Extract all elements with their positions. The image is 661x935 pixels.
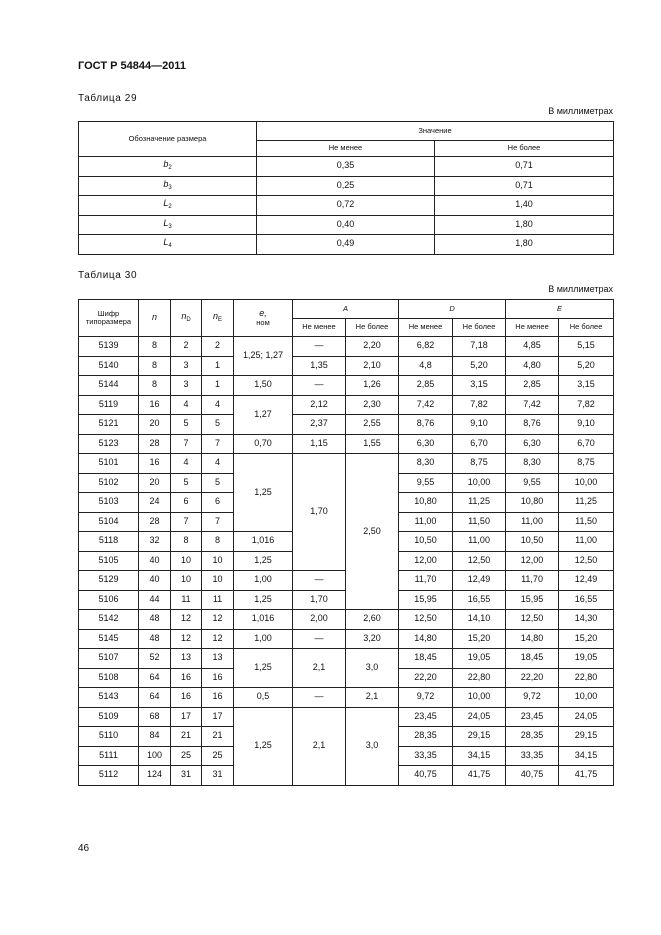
cell-D-min: 4,8 xyxy=(399,356,453,376)
cell-E-max: 14,30 xyxy=(559,610,614,630)
cell-code: 5101 xyxy=(79,454,139,474)
cell-D-min: 11,70 xyxy=(399,571,453,591)
cell-E-min: 8,30 xyxy=(506,454,559,474)
table-row xyxy=(79,454,614,474)
cell-D-max: 7,82 xyxy=(453,395,506,415)
cell-n: 48 xyxy=(139,629,171,649)
cell-D-min: 8,30 xyxy=(399,454,453,474)
cell-E-min: 18,45 xyxy=(506,649,559,669)
cell-min: 0,25 xyxy=(257,176,435,196)
cell-ne: 10 xyxy=(202,571,234,591)
cell-E-min: 8,76 xyxy=(506,415,559,435)
cell-nd: 8 xyxy=(171,532,202,552)
cell-ne: 5 xyxy=(202,473,234,493)
cell-E-max: 16,55 xyxy=(559,590,614,610)
cell-E-max: 41,75 xyxy=(559,766,614,786)
size-subscript: 4 xyxy=(168,243,172,250)
cell-code: 5112 xyxy=(79,766,139,786)
cell-nd: 2 xyxy=(171,337,202,357)
cell-E-max: 8,75 xyxy=(559,454,614,474)
cell-ne: 4 xyxy=(202,454,234,474)
cell-n: 8 xyxy=(139,337,171,357)
cell-A-max: 2,55 xyxy=(346,415,399,435)
cell-min: 0,40 xyxy=(257,215,435,235)
cell-n: 20 xyxy=(139,415,171,435)
size-symbol: b xyxy=(163,178,169,189)
cell-D-min: 23,45 xyxy=(399,707,453,727)
cell-E-max: 10,00 xyxy=(559,688,614,708)
header-E-min: Не менее xyxy=(506,319,559,337)
cell-D-min: 33,35 xyxy=(399,746,453,766)
table-row xyxy=(79,376,614,396)
cell-nd: 4 xyxy=(171,395,202,415)
cell-n: 24 xyxy=(139,493,171,513)
size-subscript: 2 xyxy=(168,204,172,211)
page-number: 46 xyxy=(78,843,90,854)
cell-E-max: 11,00 xyxy=(559,532,614,552)
table-row xyxy=(79,610,614,630)
cell-nd: 7 xyxy=(171,512,202,532)
cell-E-max: 3,15 xyxy=(559,376,614,396)
cell-E-max: 11,50 xyxy=(559,512,614,532)
cell-E-max: 5,15 xyxy=(559,337,614,357)
cell-n: 40 xyxy=(139,571,171,591)
cell-D-min: 2,85 xyxy=(399,376,453,396)
cell-e: 1,016 xyxy=(234,532,293,552)
cell-nd: 21 xyxy=(171,727,202,747)
cell-E-min: 14,80 xyxy=(506,629,559,649)
table-row xyxy=(79,356,614,376)
table-row xyxy=(79,649,614,669)
cell-A-min: — xyxy=(293,688,346,708)
cell-E-min: 2,85 xyxy=(506,376,559,396)
cell-E-min: 10,80 xyxy=(506,493,559,513)
cell-nd: 10 xyxy=(171,571,202,591)
size-symbol: L xyxy=(163,198,169,209)
table-row xyxy=(79,434,614,454)
cell-n: 28 xyxy=(139,512,171,532)
cell-nd: 25 xyxy=(171,746,202,766)
cell-E-max: 11,25 xyxy=(559,493,614,513)
cell-E-min: 33,35 xyxy=(506,746,559,766)
cell-code: 5118 xyxy=(79,532,139,552)
cell-D-max: 10,00 xyxy=(453,688,506,708)
cell-D-min: 7,42 xyxy=(399,395,453,415)
cell-nd: 10 xyxy=(171,551,202,571)
cell-e: 0,70 xyxy=(234,434,293,454)
table-29 xyxy=(78,121,614,255)
cell-nd: 17 xyxy=(171,707,202,727)
table-row xyxy=(79,395,614,415)
cell-E-max: 12,49 xyxy=(559,571,614,591)
size-symbol: b xyxy=(163,159,169,170)
header-D-min: Не менее xyxy=(399,319,453,337)
cell-E-max: 22,80 xyxy=(559,668,614,688)
cell-code: 5111 xyxy=(79,746,139,766)
cell-D-min: 10,50 xyxy=(399,532,453,552)
cell-nd: 16 xyxy=(171,668,202,688)
cell-n: 8 xyxy=(139,376,171,396)
cell-nd: 12 xyxy=(171,610,202,630)
cell-ne: 16 xyxy=(202,688,234,708)
cell-D-min: 15,95 xyxy=(399,590,453,610)
cell-n: 64 xyxy=(139,668,171,688)
cell-code: 5140 xyxy=(79,356,139,376)
header-code: Шифр типоразмера xyxy=(79,300,139,337)
header-E-max: Не более xyxy=(559,319,614,337)
table-29-caption: Таблица 29 xyxy=(78,93,138,104)
cell-n: 64 xyxy=(139,688,171,708)
cell-ne: 7 xyxy=(202,512,234,532)
size-symbol: L xyxy=(163,217,169,228)
cell-D-min: 28,35 xyxy=(399,727,453,747)
table-row xyxy=(79,415,614,435)
cell-code: 5110 xyxy=(79,727,139,747)
cell-E-max: 7,82 xyxy=(559,395,614,415)
cell-e: 1,25 xyxy=(234,551,293,571)
cell-code: 5107 xyxy=(79,649,139,669)
cell-e: 1,25 xyxy=(234,590,293,610)
cell-code: 5129 xyxy=(79,571,139,591)
header-e-nom: ном xyxy=(256,317,270,327)
cell-E-min: 11,70 xyxy=(506,571,559,591)
cell-E-min: 40,75 xyxy=(506,766,559,786)
size-subscript: 3 xyxy=(168,184,172,191)
cell-E-min: 7,42 xyxy=(506,395,559,415)
cell-D-max: 9,10 xyxy=(453,415,506,435)
cell-code: 5139 xyxy=(79,337,139,357)
cell-E-max: 15,20 xyxy=(559,629,614,649)
cell-ne: 11 xyxy=(202,590,234,610)
cell-D-max: 3,15 xyxy=(453,376,506,396)
cell-ne: 1 xyxy=(202,356,234,376)
cell-min: 0,72 xyxy=(257,196,435,216)
cell-D-max: 11,25 xyxy=(453,493,506,513)
cell-D-max: 16,55 xyxy=(453,590,506,610)
cell-code: 5143 xyxy=(79,688,139,708)
cell-E-max: 5,20 xyxy=(559,356,614,376)
cell-nd: 7 xyxy=(171,434,202,454)
cell-E-min: 10,50 xyxy=(506,532,559,552)
cell-n: 16 xyxy=(139,454,171,474)
cell-D-max: 6,70 xyxy=(453,434,506,454)
cell-ne: 13 xyxy=(202,649,234,669)
cell-E-min: 6,30 xyxy=(506,434,559,454)
cell-E-min: 23,45 xyxy=(506,707,559,727)
cell-D-min: 8,76 xyxy=(399,415,453,435)
cell-D-min: 6,82 xyxy=(399,337,453,357)
cell-D-min: 12,50 xyxy=(399,610,453,630)
cell-ne: 16 xyxy=(202,668,234,688)
cell-code: 5145 xyxy=(79,629,139,649)
cell-A-min: — xyxy=(293,571,346,591)
cell-A-min: 2,00 xyxy=(293,610,346,630)
cell-ne: 2 xyxy=(202,337,234,357)
cell-n: 28 xyxy=(139,434,171,454)
cell-e: 1,27 xyxy=(234,395,293,434)
cell-A-max: 2,30 xyxy=(346,395,399,415)
cell-E-min: 9,55 xyxy=(506,473,559,493)
cell-E-min: 9,72 xyxy=(506,688,559,708)
cell-E-min: 11,00 xyxy=(506,512,559,532)
table-row xyxy=(79,235,614,255)
cell-n: 68 xyxy=(139,707,171,727)
table-29-units: В миллиметрах xyxy=(548,106,613,116)
cell-n: 84 xyxy=(139,727,171,747)
cell-ne: 21 xyxy=(202,727,234,747)
cell-D-min: 6,30 xyxy=(399,434,453,454)
cell-e: 1,25 xyxy=(234,454,293,532)
cell-A-max: 2,1 xyxy=(346,688,399,708)
cell-ne: 31 xyxy=(202,766,234,786)
header-size-designation: Обозначение размера xyxy=(79,122,257,157)
cell-A-min: — xyxy=(293,337,346,357)
cell-code: 5106 xyxy=(79,590,139,610)
cell-D-min: 9,72 xyxy=(399,688,453,708)
cell-E-max: 9,10 xyxy=(559,415,614,435)
cell-A-max: 3,20 xyxy=(346,629,399,649)
cell-n: 16 xyxy=(139,395,171,415)
cell-max: 1,80 xyxy=(435,215,614,235)
header-ne-sub: E xyxy=(218,317,223,324)
cell-A-max: 2,60 xyxy=(346,610,399,630)
cell-E-min: 12,00 xyxy=(506,551,559,571)
cell-D-max: 29,15 xyxy=(453,727,506,747)
cell-E-max: 34,15 xyxy=(559,746,614,766)
cell-D-min: 10,80 xyxy=(399,493,453,513)
header-E: E xyxy=(506,300,614,319)
size-subscript: 2 xyxy=(168,165,172,172)
header-n: n xyxy=(151,312,157,323)
header-D-max: Не более xyxy=(453,319,506,337)
cell-code: 5103 xyxy=(79,493,139,513)
table-row xyxy=(79,196,614,216)
cell-nd: 3 xyxy=(171,376,202,396)
cell-ne: 25 xyxy=(202,746,234,766)
table-row xyxy=(79,215,614,235)
cell-min: 0,49 xyxy=(257,235,435,255)
cell-D-min: 12,00 xyxy=(399,551,453,571)
cell-nd: 5 xyxy=(171,415,202,435)
cell-nd: 6 xyxy=(171,493,202,513)
cell-A-max: 3,0 xyxy=(346,649,399,688)
cell-D-min: 9,55 xyxy=(399,473,453,493)
table-30 xyxy=(78,299,614,786)
cell-D-max: 24,05 xyxy=(453,707,506,727)
cell-n: 40 xyxy=(139,551,171,571)
cell-D-max: 14,10 xyxy=(453,610,506,630)
cell-n: 8 xyxy=(139,356,171,376)
header-A-min: Не менее xyxy=(293,319,346,337)
cell-D-max: 12,49 xyxy=(453,571,506,591)
cell-code: 5105 xyxy=(79,551,139,571)
cell-n: 52 xyxy=(139,649,171,669)
cell-e: 1,25; 1,27 xyxy=(234,337,293,376)
cell-D-max: 41,75 xyxy=(453,766,506,786)
cell-ne: 1 xyxy=(202,376,234,396)
cell-A-min: 2,1 xyxy=(293,707,346,785)
cell-code: 5121 xyxy=(79,415,139,435)
cell-A-min: 1,35 xyxy=(293,356,346,376)
cell-e: 1,00 xyxy=(234,629,293,649)
cell-code: 5108 xyxy=(79,668,139,688)
cell-code: 5102 xyxy=(79,473,139,493)
cell-e: 0,5 xyxy=(234,688,293,708)
cell-D-max: 12,50 xyxy=(453,551,506,571)
cell-code: 5119 xyxy=(79,395,139,415)
cell-E-max: 29,15 xyxy=(559,727,614,747)
cell-A-min: 1,70 xyxy=(293,590,346,610)
cell-A-min: — xyxy=(293,629,346,649)
cell-D-max: 19,05 xyxy=(453,649,506,669)
cell-min: 0,35 xyxy=(257,157,435,177)
cell-ne: 5 xyxy=(202,415,234,435)
cell-max: 0,71 xyxy=(435,176,614,196)
cell-nd: 13 xyxy=(171,649,202,669)
table-row xyxy=(79,629,614,649)
table-row xyxy=(79,707,614,727)
cell-E-min: 15,95 xyxy=(506,590,559,610)
header-D: D xyxy=(399,300,506,319)
cell-max: 1,80 xyxy=(435,235,614,255)
cell-n: 48 xyxy=(139,610,171,630)
header-nd: n xyxy=(181,311,187,322)
table-row xyxy=(79,157,614,177)
cell-E-max: 19,05 xyxy=(559,649,614,669)
cell-nd: 4 xyxy=(171,454,202,474)
cell-A-min: 1,15 xyxy=(293,434,346,454)
cell-E-min: 22,20 xyxy=(506,668,559,688)
header-e: e, xyxy=(259,307,267,318)
cell-ne: 12 xyxy=(202,629,234,649)
cell-nd: 16 xyxy=(171,688,202,708)
cell-E-min: 4,80 xyxy=(506,356,559,376)
cell-E-max: 12,50 xyxy=(559,551,614,571)
cell-D-min: 40,75 xyxy=(399,766,453,786)
cell-nd: 12 xyxy=(171,629,202,649)
cell-D-max: 34,15 xyxy=(453,746,506,766)
cell-A-min: 2,1 xyxy=(293,649,346,688)
cell-D-max: 15,20 xyxy=(453,629,506,649)
cell-nd: 11 xyxy=(171,590,202,610)
document-header: ГОСТ Р 54844—2011 xyxy=(78,60,186,72)
cell-ne: 17 xyxy=(202,707,234,727)
cell-ne: 6 xyxy=(202,493,234,513)
cell-code: 5104 xyxy=(79,512,139,532)
cell-A-max: 1,55 xyxy=(346,434,399,454)
cell-A-min: 1,70 xyxy=(293,454,346,571)
table-row xyxy=(79,176,614,196)
cell-e: 1,25 xyxy=(234,707,293,785)
table-row xyxy=(79,337,614,357)
cell-ne: 10 xyxy=(202,551,234,571)
cell-A-max: 2,20 xyxy=(346,337,399,357)
cell-max: 0,71 xyxy=(435,157,614,177)
header-A: A xyxy=(293,300,399,319)
cell-E-min: 4,85 xyxy=(506,337,559,357)
cell-nd: 3 xyxy=(171,356,202,376)
cell-nd: 31 xyxy=(171,766,202,786)
cell-max: 1,40 xyxy=(435,196,614,216)
size-subscript: 3 xyxy=(168,223,172,230)
header-min: Не менее xyxy=(257,141,435,157)
cell-n: 100 xyxy=(139,746,171,766)
cell-D-max: 11,00 xyxy=(453,532,506,552)
cell-e: 1,50 xyxy=(234,376,293,396)
table-30-units: В миллиметрах xyxy=(548,284,613,294)
cell-nd: 5 xyxy=(171,473,202,493)
cell-D-min: 11,00 xyxy=(399,512,453,532)
cell-ne: 7 xyxy=(202,434,234,454)
cell-code: 5142 xyxy=(79,610,139,630)
cell-n: 20 xyxy=(139,473,171,493)
cell-n: 124 xyxy=(139,766,171,786)
cell-e: 1,016 xyxy=(234,610,293,630)
cell-D-min: 18,45 xyxy=(399,649,453,669)
cell-code: 5123 xyxy=(79,434,139,454)
cell-A-min: 2,37 xyxy=(293,415,346,435)
cell-n: 44 xyxy=(139,590,171,610)
cell-D-max: 22,80 xyxy=(453,668,506,688)
table-row xyxy=(79,688,614,708)
cell-A-max: 1,26 xyxy=(346,376,399,396)
cell-D-max: 8,75 xyxy=(453,454,506,474)
cell-ne: 12 xyxy=(202,610,234,630)
cell-e: 1,00 xyxy=(234,571,293,591)
header-value: Значение xyxy=(257,122,614,141)
header-nd-sub: D xyxy=(186,317,191,324)
cell-D-max: 5,20 xyxy=(453,356,506,376)
cell-D-max: 7,18 xyxy=(453,337,506,357)
header-A-max: Не более xyxy=(346,319,399,337)
cell-ne: 8 xyxy=(202,532,234,552)
cell-A-min: — xyxy=(293,376,346,396)
cell-E-max: 6,70 xyxy=(559,434,614,454)
cell-D-max: 11,50 xyxy=(453,512,506,532)
cell-E-max: 10,00 xyxy=(559,473,614,493)
header-max: Не более xyxy=(435,141,614,157)
cell-A-min: 2,12 xyxy=(293,395,346,415)
cell-e: 1,25 xyxy=(234,649,293,688)
cell-ne: 4 xyxy=(202,395,234,415)
cell-E-min: 28,35 xyxy=(506,727,559,747)
cell-n: 32 xyxy=(139,532,171,552)
size-symbol: L xyxy=(163,237,169,248)
cell-D-min: 14,80 xyxy=(399,629,453,649)
cell-A-max: 2,50 xyxy=(346,454,399,610)
cell-E-max: 24,05 xyxy=(559,707,614,727)
cell-A-max: 3,0 xyxy=(346,707,399,785)
cell-A-max: 2,10 xyxy=(346,356,399,376)
header-ne: n xyxy=(212,311,218,322)
cell-D-min: 22,20 xyxy=(399,668,453,688)
cell-D-max: 10,00 xyxy=(453,473,506,493)
cell-E-min: 12,50 xyxy=(506,610,559,630)
cell-code: 5109 xyxy=(79,707,139,727)
table-30-caption: Таблица 30 xyxy=(78,270,138,281)
cell-code: 5144 xyxy=(79,376,139,396)
